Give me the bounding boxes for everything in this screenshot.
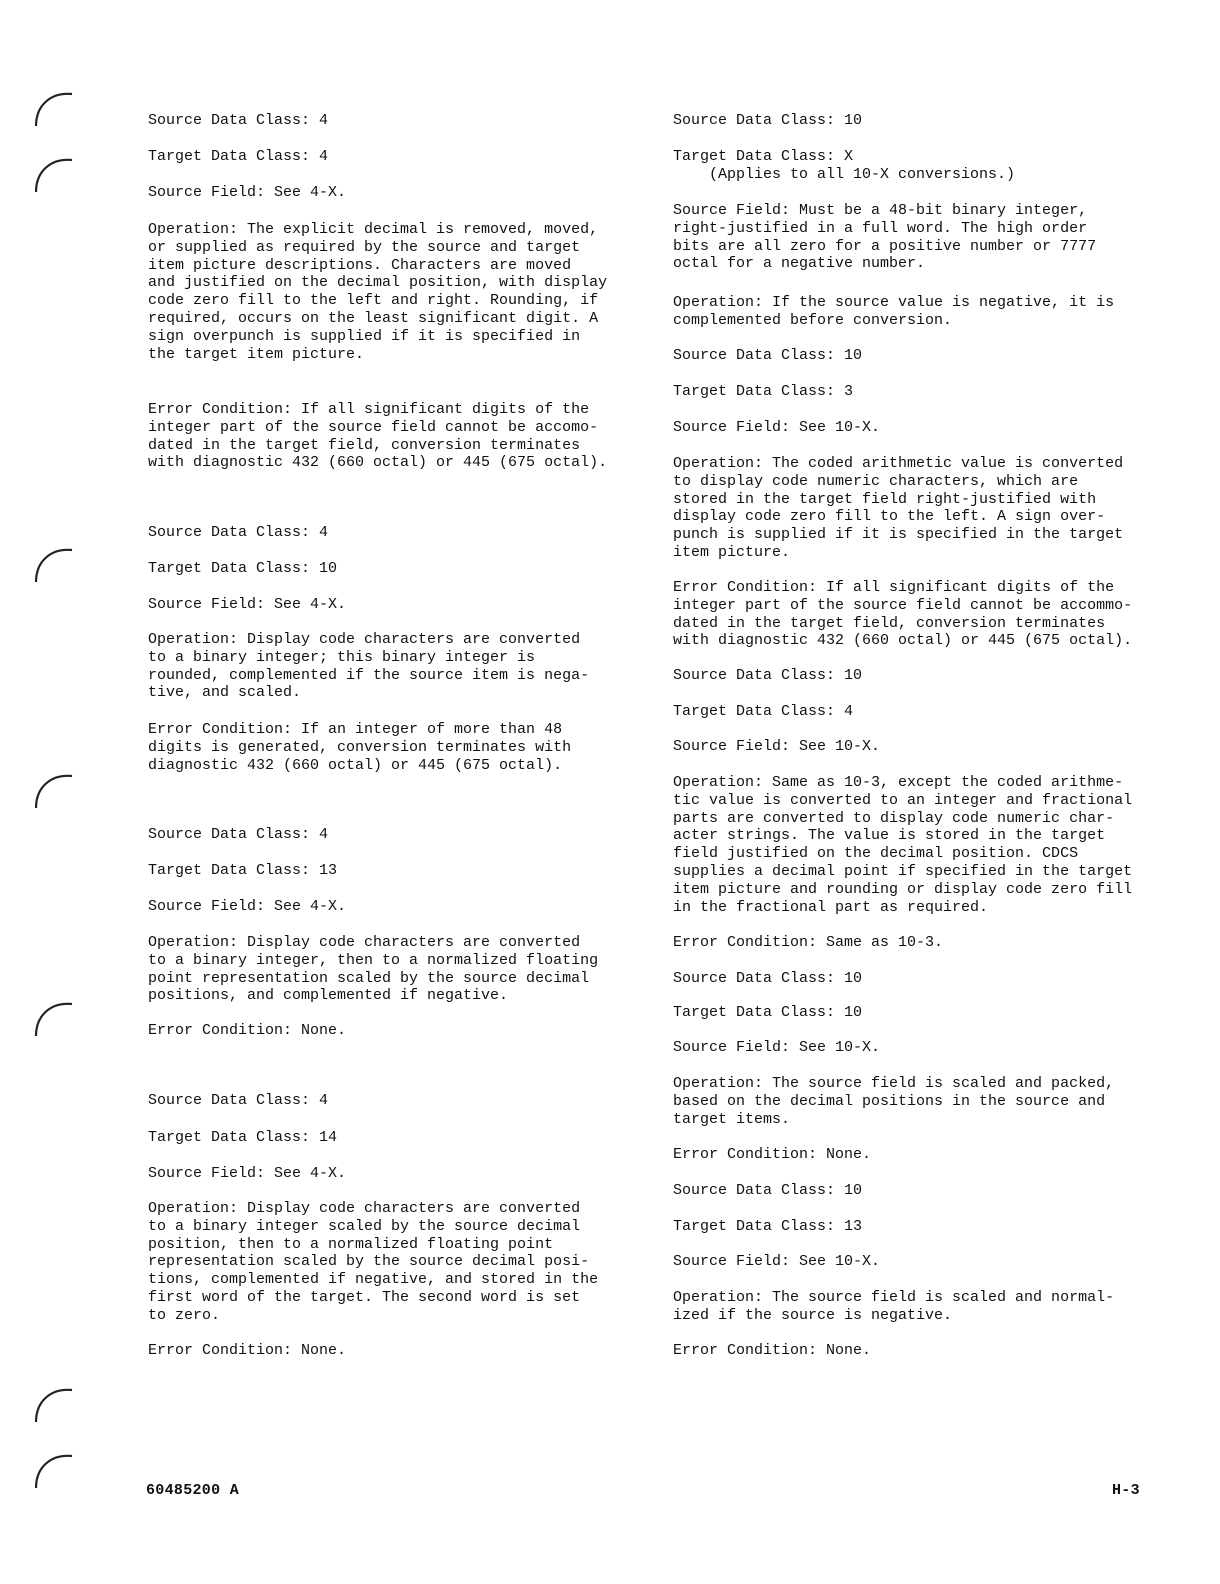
text-line: parts are converted to display code numeric char-: [673, 809, 1115, 827]
text-line: Error Condition: If an integer of more than 48: [148, 721, 563, 738]
paragraph: [148, 221, 611, 363]
text-line: to display code numeric characters, which are: [673, 472, 1079, 490]
field-label: Source Field: See 4-X.: [148, 1165, 347, 1182]
paragraph: [673, 774, 1139, 916]
note-line: (Applies to all 10-X conversions.): [709, 166, 1016, 183]
field-label: Target Data Class: 4: [148, 148, 329, 165]
punch-hole-mark: [28, 154, 78, 196]
text-line: dated in the target field, conversion terminates: [148, 436, 581, 454]
text-line: Operation: The source field is scaled and normal-: [673, 1289, 1115, 1306]
page-number: H-3: [1112, 1482, 1140, 1499]
text-line: Error Condition: If all significant digits of the: [148, 401, 590, 418]
text-line: Operation: Display code characters are converted: [148, 631, 581, 648]
text-line: positions, and complemented if negative.: [148, 987, 509, 1005]
field-label: Error Condition: Same as 10-3.: [673, 934, 944, 951]
text-line: Source Field: Must be a 48-bit binary integer,: [673, 202, 1088, 219]
field-label: Target Data Class: 14: [148, 1129, 338, 1146]
punch-hole-mark: [28, 770, 78, 812]
paragraph: [148, 401, 611, 472]
field-label: Target Data Class: X: [673, 148, 854, 165]
text-line: target items.: [673, 1110, 791, 1128]
field-label: Target Data Class: 10: [148, 560, 338, 577]
text-line: position, then to a normalized floating point: [148, 1235, 554, 1253]
text-line: dated in the target field, conversion terminates: [673, 614, 1106, 632]
text-line: item picture and rounding or display code zero fill: [673, 880, 1133, 898]
text-line: to zero.: [148, 1306, 221, 1324]
field-label: Error Condition: None.: [673, 1342, 872, 1359]
text-line: right-justified in a full word. The high order: [673, 219, 1088, 237]
left-column: [148, 0, 611, 1400]
text-line: digits is generated, conversion terminates with: [148, 738, 572, 756]
field-label: Source Field: See 10-X.: [673, 1253, 881, 1270]
field-label: Target Data Class: 13: [148, 862, 338, 879]
field-label: Target Data Class: 4: [673, 703, 854, 720]
text-line: field justified on the decimal position. CDCS: [673, 845, 1079, 863]
paragraph: [673, 455, 1139, 562]
field-label: Error Condition: None.: [673, 1146, 872, 1163]
text-line: to a binary integer scaled by the source decimal: [148, 1217, 581, 1235]
text-line: tions, complemented if negative, and stored in the: [148, 1271, 599, 1289]
text-line: sign overpunch is supplied if it is specified in: [148, 327, 581, 345]
paragraph: [673, 294, 1139, 330]
text-line: with diagnostic 432 (660 octal) or 445 (675 octal).: [148, 454, 608, 472]
text-line: or supplied as required by the source and target: [148, 238, 581, 256]
field-label: Source Field: See 4-X.: [148, 596, 347, 613]
text-line: required, occurs on the least significant digit. A: [148, 309, 599, 327]
field-label: Source Field: See 10-X.: [673, 738, 881, 755]
paragraph: [673, 1075, 1139, 1128]
text-line: in the fractional part as required.: [673, 898, 989, 916]
text-line: to a binary integer, then to a normalized floating: [148, 951, 599, 969]
text-line: item picture descriptions. Characters are moved: [148, 256, 572, 274]
text-line: with diagnostic 432 (660 octal) or 445 (675 octal).: [673, 632, 1133, 650]
field-label: Source Data Class: 4: [148, 1092, 329, 1109]
field-label: Source Data Class: 4: [148, 524, 329, 541]
field-label: Error Condition: None.: [148, 1342, 347, 1359]
paragraph: [148, 631, 611, 702]
text-line: punch is supplied if it is specified in the target: [673, 526, 1124, 544]
punch-hole-mark: [28, 1450, 78, 1492]
text-line: stored in the target field right-justified with: [673, 490, 1097, 508]
text-line: display code zero fill to the left. A sign over-: [673, 508, 1106, 526]
field-label: Source Data Class: 10: [673, 970, 863, 987]
text-line: Operation: Same as 10-3, except the coded arithme-: [673, 774, 1124, 791]
field-label: Source Field: See 10-X.: [673, 419, 881, 436]
text-line: item picture.: [673, 543, 791, 561]
field-label: Source Data Class: 10: [673, 667, 863, 684]
text-line: supplies a decimal point if specified in the target: [673, 862, 1133, 880]
field-label: Source Data Class: 10: [673, 347, 863, 364]
field-label: Target Data Class: 13: [673, 1218, 863, 1235]
text-line: Operation: If the source value is negative, it is: [673, 294, 1115, 311]
text-line: integer part of the source field cannot be accomo-: [148, 418, 599, 436]
paragraph: [673, 1289, 1139, 1325]
paragraph: [673, 579, 1139, 650]
paragraph: [673, 202, 1139, 273]
field-label: Target Data Class: 10: [673, 1004, 863, 1021]
text-line: diagnostic 432 (660 octal) or 445 (675 octal).: [148, 756, 563, 774]
text-line: Error Condition: If all significant digits of the: [673, 579, 1115, 596]
text-line: code zero fill to the left and right. Rounding, if: [148, 292, 599, 310]
field-label: Source Field: See 10-X.: [673, 1039, 881, 1056]
text-line: Operation: The coded arithmetic value is converted: [673, 455, 1124, 472]
field-label: Source Data Class: 10: [673, 1182, 863, 1199]
field-label: Source Data Class: 4: [148, 112, 329, 129]
punch-hole-mark: [28, 998, 78, 1040]
field-label: Source Field: See 4-X.: [148, 898, 347, 915]
text-line: Operation: Display code characters are converted: [148, 934, 581, 951]
text-line: Operation: Display code characters are converted: [148, 1200, 581, 1217]
paragraph: [148, 1200, 611, 1325]
paragraph: [148, 721, 611, 774]
field-label: Source Data Class: 10: [673, 112, 863, 129]
field-label: Target Data Class: 3: [673, 383, 854, 400]
text-line: octal for a negative number.: [673, 255, 926, 273]
text-line: the target item picture.: [148, 345, 365, 363]
text-line: to a binary integer; this binary integer is: [148, 648, 536, 666]
punch-hole-mark: [28, 1384, 78, 1426]
text-line: acter strings. The value is stored in the target: [673, 827, 1106, 845]
punch-hole-mark: [28, 544, 78, 586]
text-line: first word of the target. The second word is set: [148, 1288, 581, 1306]
text-line: Operation: The explicit decimal is removed, moved,: [148, 221, 599, 238]
field-label: Source Field: See 4-X.: [148, 184, 347, 201]
paragraph: [148, 934, 611, 1005]
text-line: Operation: The source field is scaled and packed,: [673, 1075, 1115, 1092]
text-line: rounded, complemented if the source item is nega-: [148, 666, 590, 684]
text-line: based on the decimal positions in the source and: [673, 1092, 1106, 1110]
text-line: representation scaled by the source decimal posi-: [148, 1253, 590, 1271]
text-line: integer part of the source field cannot be accommo-: [673, 596, 1133, 614]
text-line: tive, and scaled.: [148, 684, 302, 702]
text-line: tic value is converted to an integer and fractional: [673, 791, 1133, 809]
text-line: ized if the source is negative.: [673, 1306, 953, 1324]
field-label: Error Condition: None.: [148, 1022, 347, 1039]
text-line: bits are all zero for a positive number or 7777: [673, 237, 1097, 255]
text-line: and justified on the decimal position, with display: [148, 274, 608, 292]
right-column: [673, 0, 1139, 1400]
document-number: 60485200 A: [146, 1482, 240, 1499]
text-line: point representation scaled by the source decimal: [148, 969, 590, 987]
text-line: complemented before conversion.: [673, 311, 953, 329]
field-label: Source Data Class: 4: [148, 826, 329, 843]
punch-hole-mark: [28, 88, 78, 130]
